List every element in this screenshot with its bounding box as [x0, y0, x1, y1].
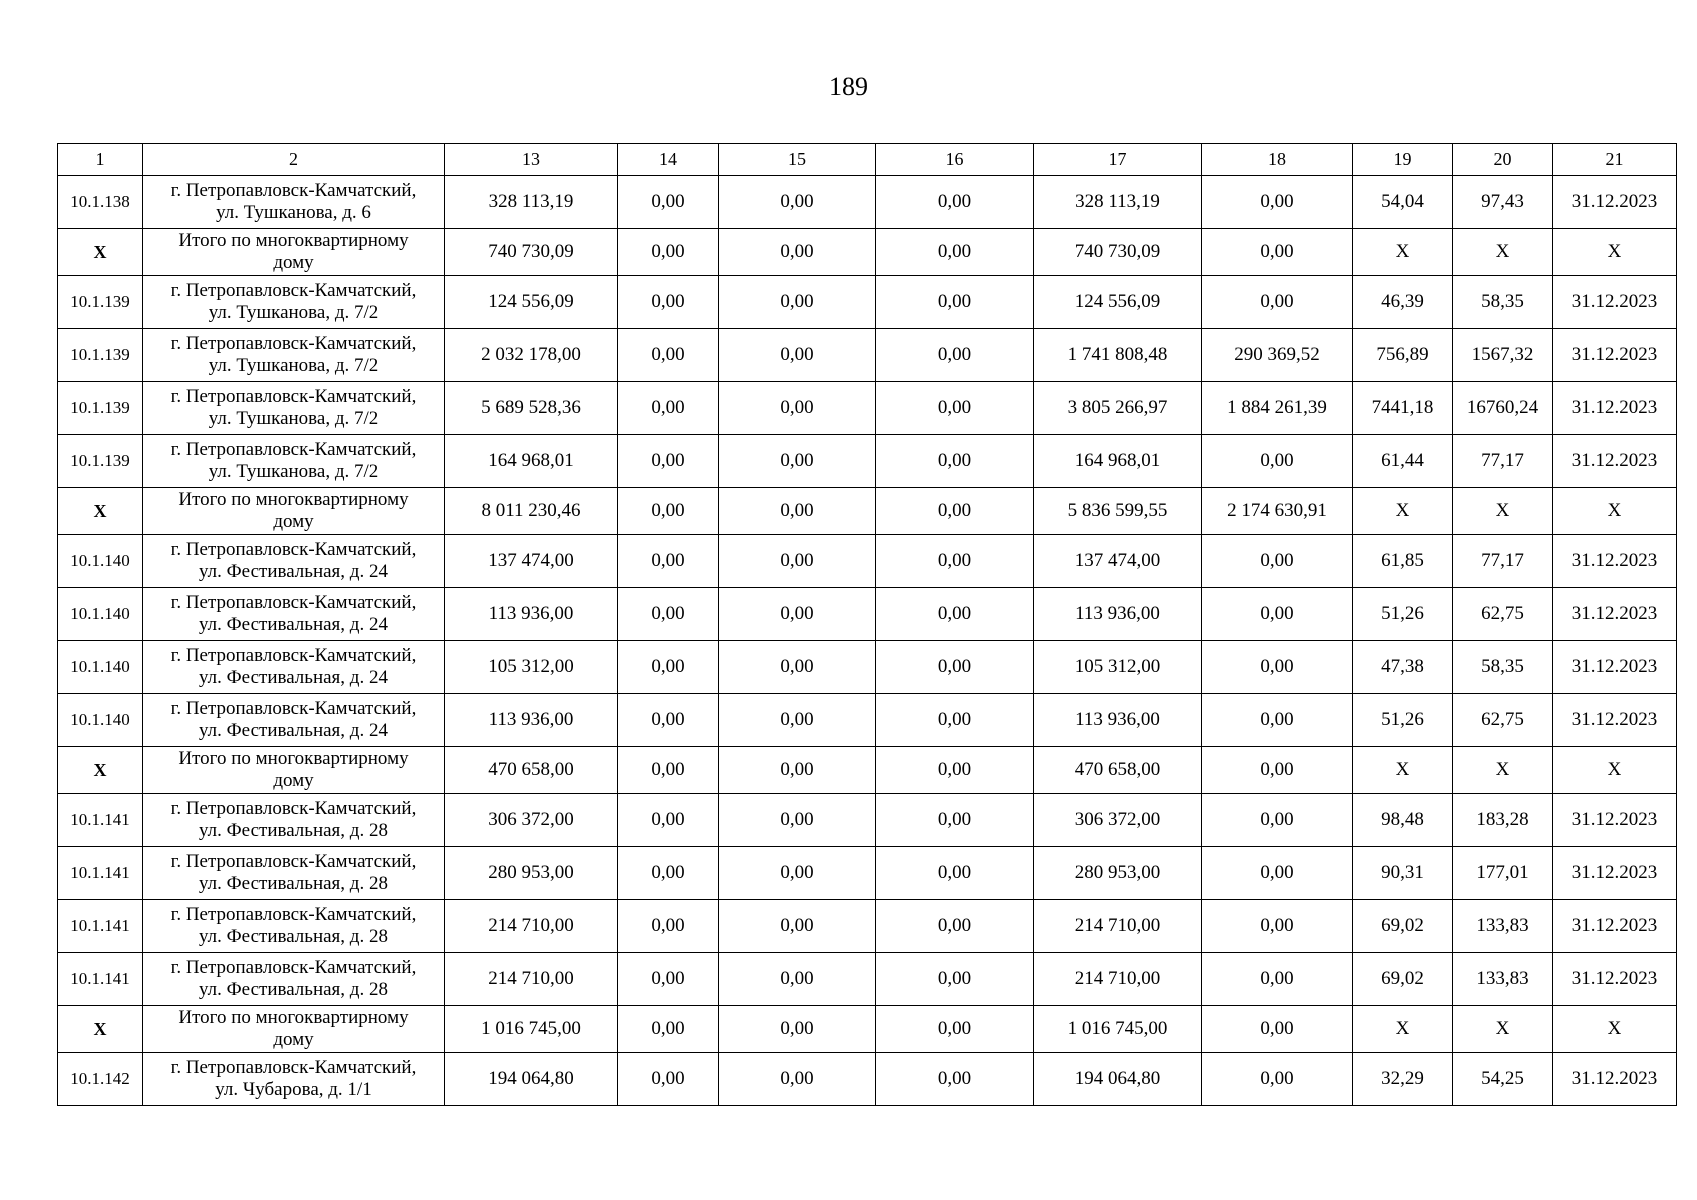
cell-address [143, 276, 445, 329]
cell-address [143, 953, 445, 1006]
cell-id: 10.1.141 [58, 794, 143, 847]
cell-col-14: 0,00 [618, 382, 719, 435]
cell-col-15: 0,00 [719, 276, 876, 329]
cell-col-15: 0,00 [719, 535, 876, 588]
cell-id: Х [58, 229, 143, 276]
cell-col-14: 0,00 [618, 329, 719, 382]
cell-col-18: 290 369,52 [1202, 329, 1353, 382]
cell-col-15: 0,00 [719, 229, 876, 276]
table-row [58, 535, 1677, 588]
cell-col-20: 133,83 [1453, 900, 1553, 953]
cell-col-19: 90,31 [1353, 847, 1453, 900]
cell-col-19: 32,29 [1353, 1053, 1453, 1106]
cell-col-20: 58,35 [1453, 276, 1553, 329]
cell-col-21: 31.12.2023 [1553, 382, 1677, 435]
cell-id: Х [58, 1006, 143, 1053]
table-row [58, 794, 1677, 847]
table-row [58, 176, 1677, 229]
cell-col-20: 97,43 [1453, 176, 1553, 229]
cell-col-15: 0,00 [719, 694, 876, 747]
cell-col-16: 0,00 [876, 953, 1034, 1006]
cell-col-16: 0,00 [876, 641, 1034, 694]
cell-col-19: Х [1353, 1006, 1453, 1053]
table-row-total [58, 1006, 1677, 1053]
address-line-2: ул. Фестивальная, д. 24 [199, 720, 388, 741]
cell-col-13: 328 113,19 [445, 176, 618, 229]
cell-col-16: 0,00 [876, 276, 1034, 329]
address-line-1: г. Петропавловск-Камчатский, [170, 280, 417, 301]
cell-col-14: 0,00 [618, 488, 719, 535]
cell-col-17: 5 836 599,55 [1034, 488, 1202, 535]
data-table [57, 143, 1677, 1106]
cell-address [143, 176, 445, 229]
address-line-1: Итого по многоквартирному [178, 748, 409, 769]
cell-col-13: 214 710,00 [445, 900, 618, 953]
cell-col-21: 31.12.2023 [1553, 276, 1677, 329]
address-line-2: ул. Фестивальная, д. 28 [199, 979, 388, 1000]
cell-col-21: 31.12.2023 [1553, 1053, 1677, 1106]
cell-address [143, 535, 445, 588]
cell-col-20: Х [1453, 1006, 1553, 1053]
cell-address [143, 747, 445, 794]
cell-id: 10.1.140 [58, 535, 143, 588]
cell-col-17: 124 556,09 [1034, 276, 1202, 329]
header-cell: 21 [1553, 144, 1677, 176]
cell-col-13: 740 730,09 [445, 229, 618, 276]
cell-col-17: 3 805 266,97 [1034, 382, 1202, 435]
cell-col-14: 0,00 [618, 276, 719, 329]
cell-col-20: 77,17 [1453, 535, 1553, 588]
cell-col-19: 51,26 [1353, 588, 1453, 641]
cell-col-18: 0,00 [1202, 535, 1353, 588]
header-cell: 18 [1202, 144, 1353, 176]
address-line-2: ул. Фестивальная, д. 28 [199, 926, 388, 947]
cell-col-18: 0,00 [1202, 641, 1353, 694]
cell-id: 10.1.139 [58, 435, 143, 488]
cell-col-13: 164 968,01 [445, 435, 618, 488]
header-cell: 2 [143, 144, 445, 176]
cell-col-19: 61,85 [1353, 535, 1453, 588]
cell-col-16: 0,00 [876, 229, 1034, 276]
cell-col-20: 16760,24 [1453, 382, 1553, 435]
cell-col-17: 214 710,00 [1034, 900, 1202, 953]
cell-id: 10.1.139 [58, 329, 143, 382]
cell-col-15: 0,00 [719, 953, 876, 1006]
cell-id: 10.1.141 [58, 900, 143, 953]
cell-col-13: 280 953,00 [445, 847, 618, 900]
cell-col-14: 0,00 [618, 535, 719, 588]
address-line-1: г. Петропавловск-Камчатский, [170, 957, 417, 978]
cell-col-13: 113 936,00 [445, 694, 618, 747]
table-row [58, 694, 1677, 747]
address-line-1: г. Петропавловск-Камчатский, [170, 798, 417, 819]
address-line-2: дому [273, 252, 314, 273]
cell-col-16: 0,00 [876, 488, 1034, 535]
cell-col-21: Х [1553, 1006, 1677, 1053]
table-row [58, 435, 1677, 488]
cell-col-20: Х [1453, 229, 1553, 276]
table-body [58, 176, 1677, 1106]
cell-id: 10.1.140 [58, 641, 143, 694]
table-header-row [58, 144, 1677, 176]
cell-address [143, 435, 445, 488]
cell-address [143, 329, 445, 382]
address-line-2: ул. Фестивальная, д. 24 [199, 667, 388, 688]
cell-col-21: Х [1553, 747, 1677, 794]
cell-col-14: 0,00 [618, 953, 719, 1006]
header-cell: 16 [876, 144, 1034, 176]
cell-col-18: 0,00 [1202, 176, 1353, 229]
table-row [58, 329, 1677, 382]
cell-id: 10.1.139 [58, 276, 143, 329]
cell-col-15: 0,00 [719, 488, 876, 535]
cell-col-13: 2 032 178,00 [445, 329, 618, 382]
cell-col-21: 31.12.2023 [1553, 176, 1677, 229]
cell-col-20: 62,75 [1453, 694, 1553, 747]
address-line-2: дому [273, 511, 314, 532]
cell-col-20: 1567,32 [1453, 329, 1553, 382]
cell-col-14: 0,00 [618, 1006, 719, 1053]
cell-address [143, 794, 445, 847]
cell-col-20: Х [1453, 747, 1553, 794]
cell-id: 10.1.140 [58, 694, 143, 747]
cell-col-16: 0,00 [876, 847, 1034, 900]
header-cell: 17 [1034, 144, 1202, 176]
cell-col-21: 31.12.2023 [1553, 435, 1677, 488]
cell-id: 10.1.142 [58, 1053, 143, 1106]
header-cell: 1 [58, 144, 143, 176]
cell-col-16: 0,00 [876, 176, 1034, 229]
cell-col-13: 137 474,00 [445, 535, 618, 588]
table-row [58, 382, 1677, 435]
cell-col-16: 0,00 [876, 382, 1034, 435]
cell-col-18: 0,00 [1202, 747, 1353, 794]
address-line-2: ул. Тушканова, д. 6 [216, 202, 371, 223]
cell-id: Х [58, 488, 143, 535]
cell-col-13: 470 658,00 [445, 747, 618, 794]
cell-col-18: 0,00 [1202, 694, 1353, 747]
address-line-2: ул. Фестивальная, д. 24 [199, 614, 388, 635]
cell-col-16: 0,00 [876, 329, 1034, 382]
cell-id: 10.1.139 [58, 382, 143, 435]
cell-col-20: 133,83 [1453, 953, 1553, 1006]
cell-col-14: 0,00 [618, 641, 719, 694]
address-line-1: г. Петропавловск-Камчатский, [170, 1057, 417, 1078]
cell-address [143, 1053, 445, 1106]
address-line-1: г. Петропавловск-Камчатский, [170, 333, 417, 354]
address-line-2: ул. Тушканова, д. 7/2 [208, 408, 379, 429]
cell-address [143, 641, 445, 694]
cell-col-21: 31.12.2023 [1553, 900, 1677, 953]
cell-col-18: 0,00 [1202, 588, 1353, 641]
header-cell: 19 [1353, 144, 1453, 176]
cell-col-17: 214 710,00 [1034, 953, 1202, 1006]
cell-col-21: Х [1553, 229, 1677, 276]
cell-col-17: 740 730,09 [1034, 229, 1202, 276]
cell-id: 10.1.141 [58, 953, 143, 1006]
cell-col-13: 5 689 528,36 [445, 382, 618, 435]
cell-col-21: 31.12.2023 [1553, 694, 1677, 747]
address-line-2: дому [273, 1029, 314, 1050]
cell-col-17: 280 953,00 [1034, 847, 1202, 900]
cell-id: 10.1.141 [58, 847, 143, 900]
cell-col-18: 0,00 [1202, 435, 1353, 488]
cell-col-17: 137 474,00 [1034, 535, 1202, 588]
table-row [58, 641, 1677, 694]
cell-col-13: 113 936,00 [445, 588, 618, 641]
cell-col-19: 69,02 [1353, 900, 1453, 953]
table-row-total [58, 747, 1677, 794]
cell-col-18: 0,00 [1202, 794, 1353, 847]
cell-col-18: 0,00 [1202, 1006, 1353, 1053]
cell-col-21: 31.12.2023 [1553, 847, 1677, 900]
address-line-2: ул. Тушканова, д. 7/2 [208, 461, 379, 482]
cell-col-19: Х [1353, 488, 1453, 535]
cell-col-21: 31.12.2023 [1553, 535, 1677, 588]
address-line-1: Итого по многоквартирному [178, 489, 409, 510]
table-row [58, 900, 1677, 953]
cell-col-17: 113 936,00 [1034, 694, 1202, 747]
table-row [58, 276, 1677, 329]
cell-col-21: 31.12.2023 [1553, 794, 1677, 847]
cell-col-13: 306 372,00 [445, 794, 618, 847]
cell-col-17: 328 113,19 [1034, 176, 1202, 229]
cell-col-19: 98,48 [1353, 794, 1453, 847]
cell-col-14: 0,00 [618, 176, 719, 229]
cell-col-17: 470 658,00 [1034, 747, 1202, 794]
cell-col-20: 77,17 [1453, 435, 1553, 488]
cell-col-15: 0,00 [719, 641, 876, 694]
cell-col-13: 1 016 745,00 [445, 1006, 618, 1053]
address-line-2: ул. Фестивальная, д. 28 [199, 820, 388, 841]
address-line-2: ул. Тушканова, д. 7/2 [208, 302, 379, 323]
cell-col-20: 177,01 [1453, 847, 1553, 900]
cell-col-19: 7441,18 [1353, 382, 1453, 435]
table-row-total [58, 229, 1677, 276]
cell-col-15: 0,00 [719, 747, 876, 794]
cell-col-13: 105 312,00 [445, 641, 618, 694]
table-row [58, 1053, 1677, 1106]
cell-col-16: 0,00 [876, 535, 1034, 588]
cell-col-18: 0,00 [1202, 953, 1353, 1006]
cell-col-19: 756,89 [1353, 329, 1453, 382]
cell-col-21: 31.12.2023 [1553, 953, 1677, 1006]
header-cell: 13 [445, 144, 618, 176]
address-line-1: г. Петропавловск-Камчатский, [170, 539, 417, 560]
cell-col-21: 31.12.2023 [1553, 641, 1677, 694]
cell-col-14: 0,00 [618, 900, 719, 953]
cell-col-15: 0,00 [719, 847, 876, 900]
cell-col-13: 194 064,80 [445, 1053, 618, 1106]
cell-col-18: 0,00 [1202, 847, 1353, 900]
cell-col-15: 0,00 [719, 794, 876, 847]
address-line-1: г. Петропавловск-Камчатский, [170, 439, 417, 460]
cell-col-14: 0,00 [618, 694, 719, 747]
address-line-1: г. Петропавловск-Камчатский, [170, 851, 417, 872]
cell-col-16: 0,00 [876, 588, 1034, 641]
cell-col-20: 58,35 [1453, 641, 1553, 694]
table-row [58, 588, 1677, 641]
cell-col-14: 0,00 [618, 229, 719, 276]
address-line-2: ул. Чубарова, д. 1/1 [215, 1079, 372, 1100]
address-line-1: г. Петропавловск-Камчатский, [170, 698, 417, 719]
cell-col-19: 54,04 [1353, 176, 1453, 229]
cell-col-16: 0,00 [876, 1053, 1034, 1106]
cell-address [143, 382, 445, 435]
cell-col-18: 0,00 [1202, 229, 1353, 276]
cell-col-19: 61,44 [1353, 435, 1453, 488]
cell-col-19: 46,39 [1353, 276, 1453, 329]
address-line-1: Итого по многоквартирному [178, 230, 409, 251]
cell-col-19: 51,26 [1353, 694, 1453, 747]
cell-col-18: 2 174 630,91 [1202, 488, 1353, 535]
cell-col-17: 113 936,00 [1034, 588, 1202, 641]
cell-col-18: 1 884 261,39 [1202, 382, 1353, 435]
cell-col-18: 0,00 [1202, 1053, 1353, 1106]
cell-col-15: 0,00 [719, 900, 876, 953]
cell-id: 10.1.138 [58, 176, 143, 229]
cell-address [143, 229, 445, 276]
address-line-1: г. Петропавловск-Камчатский, [170, 645, 417, 666]
cell-id: Х [58, 747, 143, 794]
cell-col-13: 124 556,09 [445, 276, 618, 329]
cell-col-15: 0,00 [719, 1006, 876, 1053]
address-line-1: г. Петропавловск-Камчатский, [170, 904, 417, 925]
address-line-2: ул. Тушканова, д. 7/2 [208, 355, 379, 376]
cell-col-15: 0,00 [719, 435, 876, 488]
cell-col-15: 0,00 [719, 588, 876, 641]
cell-col-19: Х [1353, 747, 1453, 794]
cell-col-17: 194 064,80 [1034, 1053, 1202, 1106]
cell-col-14: 0,00 [618, 435, 719, 488]
address-line-2: ул. Фестивальная, д. 28 [199, 873, 388, 894]
cell-col-17: 1 741 808,48 [1034, 329, 1202, 382]
cell-col-13: 214 710,00 [445, 953, 618, 1006]
page-number: 189 [829, 72, 868, 101]
cell-col-18: 0,00 [1202, 276, 1353, 329]
header-cell: 20 [1453, 144, 1553, 176]
table-row-total [58, 488, 1677, 535]
cell-col-16: 0,00 [876, 794, 1034, 847]
cell-col-21: Х [1553, 488, 1677, 535]
cell-col-20: 62,75 [1453, 588, 1553, 641]
address-line-2: ул. Фестивальная, д. 24 [199, 561, 388, 582]
cell-col-17: 306 372,00 [1034, 794, 1202, 847]
cell-address [143, 847, 445, 900]
cell-col-14: 0,00 [618, 1053, 719, 1106]
cell-col-15: 0,00 [719, 382, 876, 435]
cell-col-20: Х [1453, 488, 1553, 535]
cell-address [143, 488, 445, 535]
address-line-1: Итого по многоквартирному [178, 1007, 409, 1028]
header-cell: 14 [618, 144, 719, 176]
cell-address [143, 694, 445, 747]
table-row [58, 847, 1677, 900]
cell-col-21: 31.12.2023 [1553, 588, 1677, 641]
cell-col-13: 8 011 230,46 [445, 488, 618, 535]
cell-col-18: 0,00 [1202, 900, 1353, 953]
cell-col-16: 0,00 [876, 1006, 1034, 1053]
cell-col-17: 164 968,01 [1034, 435, 1202, 488]
cell-address [143, 588, 445, 641]
cell-col-16: 0,00 [876, 900, 1034, 953]
cell-address [143, 900, 445, 953]
cell-col-19: Х [1353, 229, 1453, 276]
cell-address [143, 1006, 445, 1053]
address-line-1: г. Петропавловск-Камчатский, [170, 180, 417, 201]
cell-col-20: 54,25 [1453, 1053, 1553, 1106]
cell-col-15: 0,00 [719, 329, 876, 382]
cell-col-16: 0,00 [876, 694, 1034, 747]
table-row [58, 953, 1677, 1006]
header-cell: 15 [719, 144, 876, 176]
cell-col-14: 0,00 [618, 847, 719, 900]
cell-col-15: 0,00 [719, 176, 876, 229]
cell-id: 10.1.140 [58, 588, 143, 641]
cell-col-16: 0,00 [876, 747, 1034, 794]
cell-col-17: 1 016 745,00 [1034, 1006, 1202, 1053]
cell-col-14: 0,00 [618, 794, 719, 847]
cell-col-14: 0,00 [618, 747, 719, 794]
cell-col-21: 31.12.2023 [1553, 329, 1677, 382]
cell-col-17: 105 312,00 [1034, 641, 1202, 694]
cell-col-15: 0,00 [719, 1053, 876, 1106]
cell-col-19: 47,38 [1353, 641, 1453, 694]
cell-col-16: 0,00 [876, 435, 1034, 488]
address-line-2: дому [273, 770, 314, 791]
cell-col-14: 0,00 [618, 588, 719, 641]
cell-col-19: 69,02 [1353, 953, 1453, 1006]
address-line-1: г. Петропавловск-Камчатский, [170, 592, 417, 613]
address-line-1: г. Петропавловск-Камчатский, [170, 386, 417, 407]
cell-col-20: 183,28 [1453, 794, 1553, 847]
